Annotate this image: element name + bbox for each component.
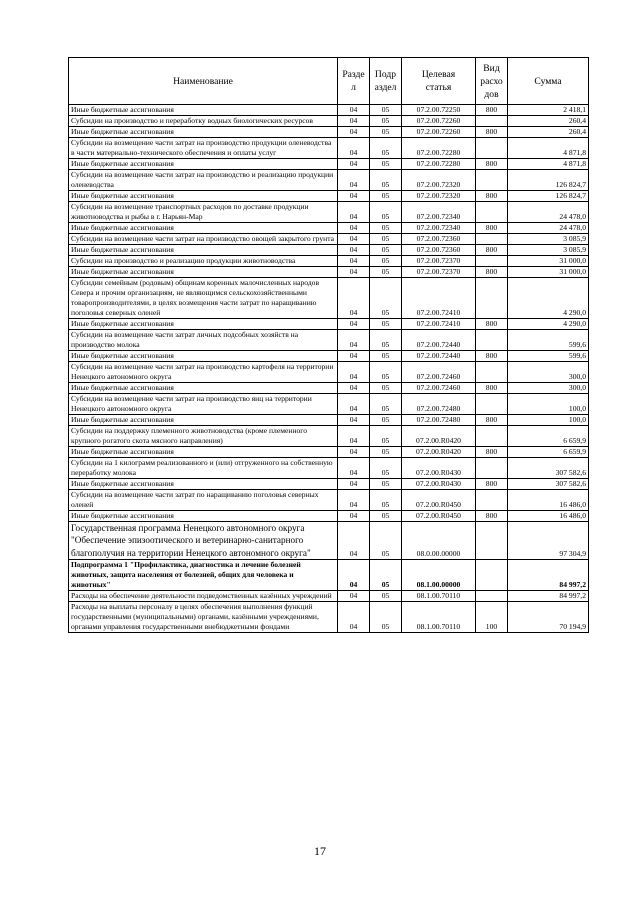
cell-target: 07.2.00.72460 [402,362,476,383]
cell-expense-type: 800 [476,351,508,362]
cell-expense-type [476,170,508,191]
cell-expense-type [476,591,508,602]
cell-subsection: 05 [370,511,402,522]
cell-target: 08.1.00.70110 [402,591,476,602]
cell-sum: 4 871,8 [508,138,589,159]
cell-target: 08.0.00.00000 [402,522,476,560]
cell-name: Подпрограмма 1 "Профилактика, диагностика и лечение болезней животных, защита населения от болезней, общих для человека и животных" [69,560,338,591]
cell-expense-type [476,426,508,447]
cell-section: 04 [338,479,370,490]
table-row [69,138,589,159]
cell-target: 07.2.00.72460 [402,383,476,394]
cell-name: Иные бюджетные ассигнования [69,351,338,362]
cell-name: Субсидии на возмещение части затрат на производство яиц на территории Ненецкого автономного округа [69,394,338,415]
cell-section: 04 [338,278,370,319]
cell-target: 07.2.00.72360 [402,234,476,245]
cell-sum: 16 486,0 [508,490,589,511]
cell-subsection: 05 [370,245,402,256]
cell-name: Иные бюджетные ассигнования [69,127,338,138]
cell-sum: 300,0 [508,383,589,394]
cell-section: 04 [338,223,370,234]
cell-expense-type [476,202,508,223]
cell-name: Иные бюджетные ассигнования [69,223,338,234]
cell-name: Иные бюджетные ассигнования [69,159,338,170]
table-row [69,458,589,479]
cell-sum: 3 085,9 [508,245,589,256]
table-row [69,256,589,267]
table-row [69,591,589,602]
cell-name: Субсидии на производство и переработку водных биологических ресурсов [69,116,338,127]
cell-subsection: 05 [370,415,402,426]
table-row [69,511,589,522]
table-row [69,351,589,362]
table-header [69,58,589,105]
cell-subsection: 05 [370,383,402,394]
cell-subsection: 05 [370,522,402,560]
cell-name: Субсидии на производство и реализацию продукции животноводства [69,256,338,267]
cell-sum: 260,4 [508,127,589,138]
cell-target: 07.2.00.72480 [402,415,476,426]
cell-sum: 97 304,9 [508,522,589,560]
table-row [69,202,589,223]
table-row [69,319,589,330]
cell-expense-type: 800 [476,127,508,138]
cell-sum: 84 997,2 [508,591,589,602]
cell-target: 07.2.00.72260 [402,116,476,127]
cell-expense-type [476,522,508,560]
cell-target: 07.2.00.72440 [402,351,476,362]
table-row [69,490,589,511]
cell-sum: 307 582,6 [508,479,589,490]
cell-expense-type: 100 [476,602,508,633]
cell-target: 07.2.00.72320 [402,170,476,191]
cell-subsection: 05 [370,426,402,447]
cell-expense-type [476,234,508,245]
table-row [69,278,589,319]
cell-name: Иные бюджетные ассигнования [69,383,338,394]
cell-sum: 31 000,0 [508,267,589,278]
cell-subsection: 05 [370,234,402,245]
cell-section: 04 [338,447,370,458]
cell-expense-type: 800 [476,319,508,330]
cell-sum: 307 582,6 [508,458,589,479]
table-row [69,383,589,394]
cell-name: Государственная программа Ненецкого автономного округа "Обеспечение эпизоотического и ветеринарно-санитарного благополучия на территории Ненецкого автономного округа" [69,522,338,560]
cell-subsection: 05 [370,458,402,479]
cell-subsection: 05 [370,256,402,267]
cell-section: 04 [338,245,370,256]
cell-subsection: 05 [370,202,402,223]
cell-section: 04 [338,191,370,202]
cell-subsection: 05 [370,159,402,170]
cell-expense-type [476,394,508,415]
cell-target: 07.2.00.R0450 [402,490,476,511]
header-subsection: Подр аздел [370,58,402,105]
cell-target: 07.2.00.72360 [402,245,476,256]
budget-table [68,57,589,633]
cell-expense-type [476,138,508,159]
cell-target: 07.2.00.72250 [402,105,476,116]
cell-expense-type: 800 [476,191,508,202]
header-target: Целевая статья [402,58,476,105]
cell-name: Иные бюджетные ассигнования [69,267,338,278]
table-row [69,479,589,490]
cell-sum: 4 290,0 [508,278,589,319]
cell-expense-type: 800 [476,245,508,256]
cell-sum: 4 290,0 [508,319,589,330]
cell-target: 07.2.00.R0430 [402,479,476,490]
cell-name: Субсидии на возмещение части затрат на производство и реализацию продукции оленеводства [69,170,338,191]
cell-section: 04 [338,159,370,170]
cell-target: 07.2.00.72320 [402,191,476,202]
page-number: 17 [314,844,326,858]
cell-name: Иные бюджетные ассигнования [69,447,338,458]
cell-expense-type: 800 [476,105,508,116]
cell-section: 04 [338,362,370,383]
cell-sum: 126 824,7 [508,191,589,202]
table-row [69,127,589,138]
cell-target: 07.2.00.72280 [402,138,476,159]
table-row [69,394,589,415]
cell-name: Иные бюджетные ассигнования [69,105,338,116]
cell-expense-type [476,362,508,383]
cell-name: Субсидии на возмещение транспортных расходов по доставке продукции животноводства и рыбы в г. Нарьян-Мар [69,202,338,223]
cell-sum: 4 871,8 [508,159,589,170]
table-row [69,330,589,351]
cell-section: 04 [338,105,370,116]
table-row [69,560,589,591]
cell-subsection: 05 [370,479,402,490]
cell-sum: 16 486,0 [508,511,589,522]
cell-sum: 31 000,0 [508,256,589,267]
cell-target: 07.2.00.R0430 [402,458,476,479]
cell-target: 07.2.00.R0420 [402,426,476,447]
cell-subsection: 05 [370,602,402,633]
table-row [69,234,589,245]
cell-subsection: 05 [370,116,402,127]
cell-target: 07.2.00.72370 [402,256,476,267]
cell-section: 04 [338,522,370,560]
cell-name: Иные бюджетные ассигнования [69,415,338,426]
table-row [69,447,589,458]
cell-section: 04 [338,319,370,330]
cell-name: Иные бюджетные ассигнования [69,511,338,522]
table-row [69,522,589,560]
table-row [69,602,589,633]
table-row [69,105,589,116]
cell-name: Субсидии на возмещение части затрат на производство картофеля на территории Ненецкого автономного округа [69,362,338,383]
cell-section: 04 [338,138,370,159]
cell-subsection: 05 [370,223,402,234]
cell-section: 04 [338,170,370,191]
cell-name: Субсидии семейным (родовым) общинам коренных малочисленных народов Севера и прочим организациям, не являющимся сельскохозяйственными товаропроизводителями, в целях возмещения части затрат по наращиванию поголовья северных оленей [69,278,338,319]
table-row [69,159,589,170]
cell-subsection: 05 [370,394,402,415]
cell-sum: 24 478,0 [508,223,589,234]
cell-name: Субсидии на возмещение части затрат по наращиванию поголовья северных оленей [69,490,338,511]
cell-sum: 100,0 [508,415,589,426]
cell-expense-type: 800 [476,159,508,170]
cell-name: Иные бюджетные ассигнования [69,245,338,256]
cell-target: 07.2.00.R0420 [402,447,476,458]
table-row [69,267,589,278]
cell-subsection: 05 [370,447,402,458]
cell-subsection: 05 [370,105,402,116]
cell-expense-type: 800 [476,511,508,522]
cell-section: 04 [338,426,370,447]
cell-expense-type [476,490,508,511]
cell-expense-type [476,278,508,319]
cell-target: 07.2.00.72440 [402,330,476,351]
cell-section: 04 [338,330,370,351]
cell-target: 07.2.00.72340 [402,223,476,234]
cell-name: Расходы на выплаты персоналу в целях обеспечения выполнения функций государственными (муниципальными) органами, казёнными учреждениями, органами управления государственными внебюджетными фондами [69,602,338,633]
cell-subsection: 05 [370,267,402,278]
cell-target: 07.2.00.72280 [402,159,476,170]
cell-section: 04 [338,511,370,522]
table-row [69,362,589,383]
cell-sum: 126 824,7 [508,170,589,191]
cell-name: Иные бюджетные ассигнования [69,191,338,202]
cell-subsection: 05 [370,278,402,319]
cell-expense-type [476,256,508,267]
cell-target: 07.2.00.72370 [402,267,476,278]
cell-expense-type [476,116,508,127]
cell-section: 04 [338,602,370,633]
cell-target: 08.1.00.00000 [402,560,476,591]
cell-section: 04 [338,351,370,362]
cell-section: 04 [338,256,370,267]
cell-sum: 599,6 [508,330,589,351]
cell-name: Субсидии на поддержку племенного животноводства (кроме племенного крупного рогатого скота мясного направления) [69,426,338,447]
cell-name: Иные бюджетные ассигнования [69,319,338,330]
cell-subsection: 05 [370,591,402,602]
table-row [69,116,589,127]
cell-sum: 3 085,9 [508,234,589,245]
cell-name: Субсидии на возмещение части затрат на производство продукции оленеводства в части материально-технического обеспечения и оплаты услуг [69,138,338,159]
header-sum: Сумма [508,58,589,105]
cell-sum: 84 997,2 [508,560,589,591]
cell-sum: 24 478,0 [508,202,589,223]
cell-target: 07.2.00.R0450 [402,511,476,522]
cell-section: 04 [338,415,370,426]
cell-section: 04 [338,394,370,415]
cell-subsection: 05 [370,191,402,202]
cell-expense-type [476,560,508,591]
cell-subsection: 05 [370,490,402,511]
cell-name: Субсидии на 1 килограмм реализованного и (или) отгруженного на собственную переработку молока [69,458,338,479]
cell-sum: 100,0 [508,394,589,415]
cell-name: Расходы на обеспечение деятельности подведомственных казённых учреждений [69,591,338,602]
cell-sum: 260,4 [508,116,589,127]
cell-subsection: 05 [370,330,402,351]
cell-section: 04 [338,116,370,127]
cell-sum: 70 194,9 [508,602,589,633]
cell-section: 04 [338,202,370,223]
table-row [69,170,589,191]
table-row [69,191,589,202]
cell-expense-type: 800 [476,479,508,490]
cell-target: 07.2.00.72260 [402,127,476,138]
cell-subsection: 05 [370,170,402,191]
cell-section: 04 [338,560,370,591]
cell-sum: 6 659,9 [508,447,589,458]
cell-section: 04 [338,267,370,278]
cell-section: 04 [338,458,370,479]
cell-subsection: 05 [370,560,402,591]
table-row [69,426,589,447]
header-expense-type: Вид расхо дов [476,58,508,105]
cell-target: 07.2.00.72410 [402,319,476,330]
cell-name: Иные бюджетные ассигнования [69,479,338,490]
cell-expense-type [476,458,508,479]
cell-expense-type: 800 [476,267,508,278]
header-section: Разде л [338,58,370,105]
cell-section: 04 [338,383,370,394]
cell-expense-type [476,330,508,351]
cell-target: 08.1.00.70110 [402,602,476,633]
cell-expense-type: 800 [476,223,508,234]
cell-section: 04 [338,591,370,602]
table-row [69,245,589,256]
cell-expense-type: 800 [476,383,508,394]
cell-section: 04 [338,490,370,511]
cell-target: 07.2.00.72410 [402,278,476,319]
cell-sum: 6 659,9 [508,426,589,447]
cell-expense-type: 800 [476,447,508,458]
cell-subsection: 05 [370,362,402,383]
table-row [69,223,589,234]
cell-target: 07.2.00.72340 [402,202,476,223]
cell-sum: 2 418,1 [508,105,589,116]
cell-target: 07.2.00.72480 [402,394,476,415]
cell-section: 04 [338,234,370,245]
table-row [69,415,589,426]
cell-sum: 300,0 [508,362,589,383]
cell-name: Субсидии на возмещение части затрат личных подсобных хозяйств на производство молока [69,330,338,351]
cell-expense-type: 800 [476,415,508,426]
cell-sum: 599,6 [508,351,589,362]
header-name: Наименование [69,58,338,105]
cell-subsection: 05 [370,351,402,362]
cell-section: 04 [338,127,370,138]
cell-subsection: 05 [370,319,402,330]
cell-subsection: 05 [370,127,402,138]
cell-name: Субсидии на возмещение части затрат на производство овощей закрытого грунта [69,234,338,245]
cell-subsection: 05 [370,138,402,159]
